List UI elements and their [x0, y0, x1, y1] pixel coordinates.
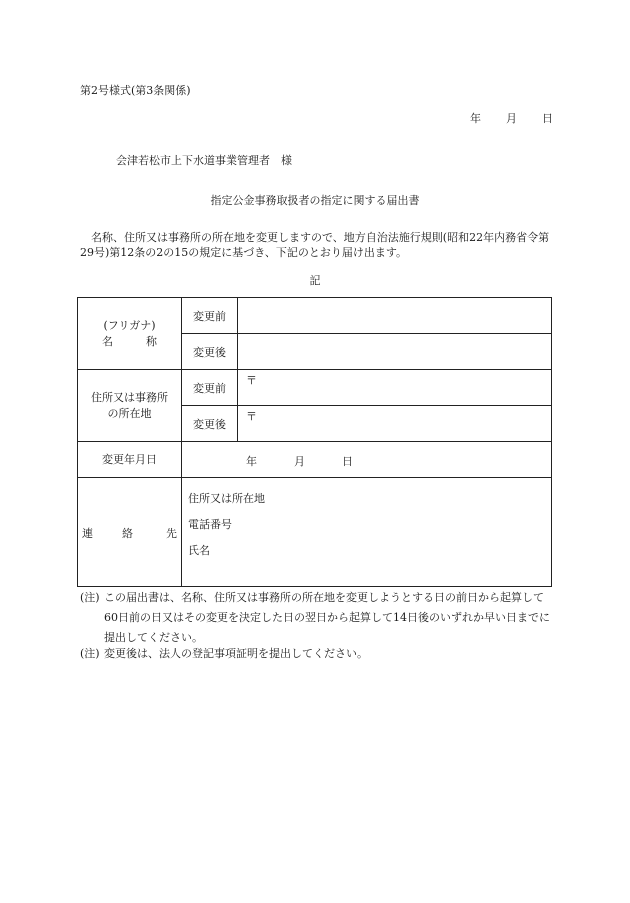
note-2-head: (注) [80, 647, 100, 660]
form-table [77, 297, 552, 587]
ki-heading: 記 [309, 274, 321, 287]
contact-label-c1: 連 [82, 527, 93, 540]
change-date-field[interactable] [182, 442, 552, 478]
date-day: 日 [542, 112, 553, 125]
postal-mark: 〒 [246, 410, 257, 423]
addressee: 会津若松市上下水道事業管理者 様 [116, 154, 292, 167]
address-label-cell [78, 370, 182, 442]
name-before-label: 変更前 [182, 298, 238, 334]
change-date-day: 日 [342, 455, 353, 468]
note-1 [80, 588, 555, 648]
postal-mark: 〒 [246, 374, 257, 387]
name-after-field[interactable] [238, 334, 552, 370]
address-after-field[interactable] [238, 406, 552, 442]
contact-label-c2: 絡 [122, 527, 133, 540]
name-label-cell [78, 298, 182, 370]
note-2 [80, 644, 555, 664]
contact-field[interactable] [182, 478, 552, 587]
address-before-field[interactable] [238, 370, 552, 406]
name-before-field[interactable] [238, 298, 552, 334]
contact-label [78, 478, 182, 587]
name-after-label: 変更後 [182, 334, 238, 370]
document-title: 指定公金事務取扱者の指定に関する届出書 [210, 194, 420, 207]
address-before-label: 変更前 [182, 370, 238, 406]
body-text: 名称、住所又は事務所の所在地を変更しますので、地方自治法施行規則(昭和22年内務省令第29号)第12条の2の15の規定に基づき、下記のとおり届け出ます。 [80, 231, 550, 259]
contact-label-c3: 先 [166, 527, 177, 540]
address-label-line1: 住所又は事務所 [91, 390, 168, 404]
date-month: 月 [506, 112, 517, 125]
contact-phone-label: 電話番号 [188, 518, 232, 531]
name-label: 名 称 [102, 334, 157, 348]
change-date-label: 変更年月日 [78, 442, 182, 478]
change-date-year: 年 [246, 455, 257, 468]
address-label-line2: の所在地 [107, 406, 152, 420]
note-2-text: 変更後は、法人の登記事項証明を提出してください。 [104, 647, 368, 660]
furigana-label: (フリガナ) [103, 318, 156, 332]
note-1-head: (注) [80, 591, 100, 604]
address-after-label: 変更後 [182, 406, 238, 442]
change-date-month: 月 [294, 455, 305, 468]
contact-address-label: 住所又は所在地 [188, 492, 265, 505]
date-year: 年 [470, 112, 481, 125]
note-1-text: この届出書は、名称、住所又は事務所の所在地を変更しようとする日の前日から起算して60日前の日又はその変更を決定した日の翌日から起算して14日後のいずれか早い日までに提出してください。 [104, 591, 550, 644]
contact-name-label: 氏名 [188, 544, 210, 557]
form-number: 第2号様式(第3条関係) [80, 84, 191, 97]
